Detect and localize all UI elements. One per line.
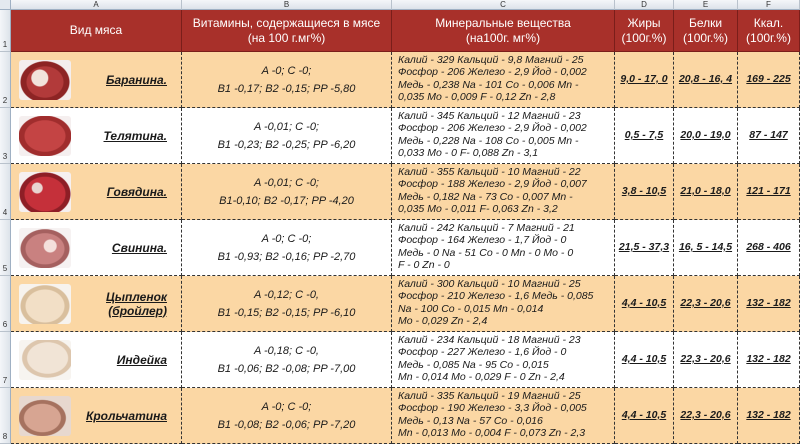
- cell-minerals-5[interactable]: [392, 276, 615, 332]
- minerals-line: Калий - 345 Кальций - 12 Магний - 23: [398, 110, 581, 122]
- header-fat-unit: (100г.%): [621, 30, 667, 45]
- kcal-value: 268 - 406: [746, 241, 791, 253]
- header-kcal-unit: (100г.%): [746, 30, 791, 45]
- minerals-line: Медь - 0,085 Na - 95 Co - 0,015: [398, 358, 549, 371]
- cell-kcal-5[interactable]: [738, 276, 800, 332]
- fat-value: 4,4 - 10,5: [621, 353, 667, 365]
- cell-vitamins-5[interactable]: [182, 276, 392, 332]
- minerals-line: Фосфор - 206 Железо - 2,9 Йод - 0,002: [398, 122, 587, 135]
- protein-value: 22,3 - 20,6: [680, 353, 731, 365]
- minerals-line: Фосфор - 206 Железо - 2,9 Йод - 0,002: [398, 66, 587, 79]
- cell-vitamins-4[interactable]: [182, 220, 392, 276]
- cell-minerals-7[interactable]: [392, 388, 615, 444]
- cell-kcal-2[interactable]: [738, 108, 800, 164]
- cell-minerals-2[interactable]: [392, 108, 615, 164]
- cell-meat-2[interactable]: [11, 108, 182, 164]
- header-vitamins-title: Витамины, содержащиеся в мясе: [192, 15, 381, 30]
- vitamins-line: B1 -0,06; B2 -0,08; PP -7,00: [217, 362, 356, 375]
- fat-value: 3,8 - 10,5: [621, 185, 667, 197]
- minerals-line: Медь - 0,13 Na - 57 Co - 0,016: [398, 414, 543, 427]
- row-header-8[interactable]: 8: [0, 388, 11, 444]
- vitamins-line: A -0; C -0;: [261, 64, 312, 77]
- row-header-1[interactable]: 1: [0, 10, 11, 52]
- row-header-5[interactable]: 5: [0, 220, 11, 276]
- vitamins-line: A -0; C -0;: [261, 400, 312, 413]
- minerals-line: Mn - 0,013 Mo - 0,004 F - 0,073 Zn - 2,3: [398, 427, 586, 440]
- header-fat-title: Жиры: [627, 15, 661, 30]
- header-minerals-title: Минеральные вещества: [435, 15, 571, 30]
- vitamins-line: A -0,01; C -0;: [253, 120, 319, 133]
- vitamins-line: B1 -0,08; B2 -0,06; PP -7,20: [217, 418, 356, 431]
- header-protein-unit: (100г.%): [683, 30, 728, 45]
- cell-fat-3[interactable]: [615, 164, 674, 220]
- meat-name: Свинина.: [111, 240, 167, 255]
- minerals-line: Калий - 335 Кальций - 19 Магний - 25: [398, 390, 581, 402]
- minerals-line: Калий - 300 Кальций - 10 Магний - 25: [398, 278, 581, 290]
- minerals-line: Калий - 355 Кальций - 10 Магний - 22: [398, 166, 581, 178]
- header-vitamins-unit: (на 100 г.мг%): [247, 30, 326, 45]
- meat-name: Индейка: [116, 352, 167, 367]
- row-header-7[interactable]: 7: [0, 332, 11, 388]
- minerals-line: Фосфор - 188 Железо - 2,9 Йод - 0,007: [398, 178, 587, 191]
- minerals-line: F - 0 Zn - 0: [398, 259, 450, 272]
- cell-vitamins-2[interactable]: [182, 108, 392, 164]
- cell-fat-2[interactable]: [615, 108, 674, 164]
- cell-kcal-6[interactable]: [738, 332, 800, 388]
- cell-minerals-1[interactable]: [392, 52, 615, 108]
- row-header-3[interactable]: 3: [0, 108, 11, 164]
- column-header-a[interactable]: A: [11, 0, 182, 10]
- minerals-line: Медь - 0,238 Na - 101 Co - 0,006 Mn -: [398, 78, 579, 91]
- minerals-line: Фосфор - 190 Железо - 3,3 Йод - 0,005: [398, 402, 587, 415]
- pork-meat-image: [19, 228, 71, 268]
- cell-protein-2[interactable]: [674, 108, 738, 164]
- minerals-line: 0,033 Mo - 0 F- 0,088 Zn - 3,1: [398, 147, 539, 160]
- header-vitamins[interactable]: [182, 10, 392, 52]
- header-minerals-unit: (на100г. мг%): [465, 30, 541, 45]
- kcal-value: 87 - 147: [749, 129, 788, 141]
- vitamins-line: A -0,12; C -0,: [253, 288, 319, 301]
- minerals-line: Фосфор - 210 Железо - 1,6 Медь - 0,085: [398, 290, 594, 303]
- minerals-line: 0,035 Mo - 0,011 F- 0,063 Zn - 3,2: [398, 203, 558, 216]
- cell-meat-1[interactable]: [11, 52, 182, 108]
- cell-protein-5[interactable]: [674, 276, 738, 332]
- cell-fat-5[interactable]: [615, 276, 674, 332]
- cell-meat-3[interactable]: [11, 164, 182, 220]
- cell-minerals-3[interactable]: [392, 164, 615, 220]
- column-header-b[interactable]: B: [182, 0, 392, 10]
- minerals-line: Калий - 329 Кальций - 9,8 Магний - 25: [398, 54, 584, 66]
- meat-name: Крольчатина: [85, 408, 167, 423]
- meat-name: Говядина.: [106, 184, 167, 199]
- cell-kcal-4[interactable]: [738, 220, 800, 276]
- minerals-line: 0,035 Mo - 0,009 F - 0,12 Zn - 2,8: [398, 91, 556, 104]
- kcal-value: 121 - 171: [746, 185, 791, 197]
- cell-protein-6[interactable]: [674, 332, 738, 388]
- minerals-line: Фосфор - 164 Железо - 1,7 Йод - 0: [398, 234, 567, 247]
- cell-fat-4[interactable]: [615, 220, 674, 276]
- protein-value: 22,3 - 20,6: [680, 297, 731, 309]
- cell-minerals-6[interactable]: [392, 332, 615, 388]
- minerals-line: Медь - 0 Na - 51 Co - 0 Mn - 0 Mo - 0: [398, 246, 574, 259]
- cell-kcal-1[interactable]: [738, 52, 800, 108]
- lamb-meat-image: [19, 60, 71, 100]
- kcal-value: 169 - 225: [746, 73, 791, 85]
- column-header-c[interactable]: C: [392, 0, 615, 10]
- minerals-line: Калий - 242 Кальций - 7 Магний - 21: [398, 222, 575, 234]
- cell-protein-4[interactable]: [674, 220, 738, 276]
- cell-meat-7[interactable]: [11, 388, 182, 444]
- cell-kcal-3[interactable]: [738, 164, 800, 220]
- minerals-line: Mn - 0,014 Mo - 0,029 F - 0 Zn - 2,4: [398, 371, 565, 384]
- minerals-line: Медь - 0,182 Na - 73 Co - 0,007 Mn -: [398, 190, 573, 203]
- header-meat-type[interactable]: [11, 10, 182, 52]
- meat-name: Телятина.: [103, 128, 167, 143]
- header-minerals[interactable]: [392, 10, 615, 52]
- header-fat[interactable]: [615, 10, 674, 52]
- protein-value: 20,0 - 19,0: [680, 129, 731, 141]
- beef-meat-image: [19, 172, 71, 212]
- minerals-line: Mo - 0,029 Zn - 2,4: [398, 315, 488, 328]
- vitamins-line: B1 -0,15; B2 -0,15; PP -6,10: [217, 306, 356, 319]
- kcal-value: 132 - 182: [746, 409, 791, 421]
- protein-value: 20,8 - 16, 4: [678, 73, 733, 85]
- cell-kcal-7[interactable]: [738, 388, 800, 444]
- header-kcal[interactable]: [738, 10, 800, 52]
- minerals-line: Медь - 0,228 Na - 108 Co - 0,005 Mn -: [398, 134, 579, 147]
- fat-value: 21,5 - 37,3: [618, 241, 670, 253]
- veal-meat-image: [19, 116, 71, 156]
- vitamins-line: B1 -0,23; B2 -0,25; PP -6,20: [217, 138, 356, 151]
- cell-vitamins-3[interactable]: [182, 164, 392, 220]
- chicken-meat-image: [19, 284, 71, 324]
- cell-fat-1[interactable]: [615, 52, 674, 108]
- select-all-corner[interactable]: [0, 0, 11, 10]
- kcal-value: 132 - 182: [746, 297, 791, 309]
- cell-meat-5[interactable]: [11, 276, 182, 332]
- meat-name: Цыпленок (бройлер): [106, 289, 167, 318]
- turkey-meat-image: [19, 340, 71, 380]
- rabbit-meat-image: [19, 396, 71, 436]
- minerals-line: Калий - 234 Кальций - 18 Магний - 23: [398, 334, 581, 346]
- fat-value: 0,5 - 7,5: [624, 129, 664, 141]
- cell-protein-1[interactable]: [674, 52, 738, 108]
- row-header-4[interactable]: 4: [0, 164, 11, 220]
- cell-meat-4[interactable]: [11, 220, 182, 276]
- fat-value: 9,0 - 17, 0: [620, 73, 668, 85]
- cell-protein-3[interactable]: [674, 164, 738, 220]
- cell-protein-7[interactable]: [674, 388, 738, 444]
- cell-meat-6[interactable]: [11, 332, 182, 388]
- header-meat-type-label: Вид мяса: [69, 23, 123, 37]
- vitamins-line: A -0,18; C -0,: [253, 344, 319, 357]
- header-kcal-title: Ккал.: [753, 15, 784, 30]
- vitamins-line: A -0,01; C -0;: [253, 176, 319, 189]
- column-header-f[interactable]: F: [738, 0, 800, 10]
- protein-value: 16, 5 - 14,5: [678, 241, 733, 253]
- column-header-e[interactable]: E: [674, 0, 738, 10]
- row-header-6[interactable]: 6: [0, 276, 11, 332]
- header-protein[interactable]: [674, 10, 738, 52]
- vitamins-line: B1 -0,93; B2 -0,16; PP -2,70: [217, 250, 356, 263]
- cell-fat-6[interactable]: [615, 332, 674, 388]
- cell-fat-7[interactable]: [615, 388, 674, 444]
- protein-value: 21,0 - 18,0: [680, 185, 731, 197]
- fat-value: 4,4 - 10,5: [621, 409, 667, 421]
- minerals-line: Фосфор - 227 Железо - 1,6 Йод - 0: [398, 346, 567, 359]
- meat-name: Баранина.: [105, 72, 167, 87]
- cell-vitamins-1[interactable]: [182, 52, 392, 108]
- minerals-line: Na - 100 Co - 0,015 Mn - 0,014: [398, 302, 544, 315]
- vitamins-line: B1-0,10; B2 -0,17; PP -4,20: [219, 194, 354, 207]
- kcal-value: 132 - 182: [746, 353, 791, 365]
- protein-value: 22,3 - 20,6: [680, 409, 731, 421]
- fat-value: 4,4 - 10,5: [621, 297, 667, 309]
- column-header-d[interactable]: D: [615, 0, 674, 10]
- vitamins-line: B1 -0,17; B2 -0,15; PP -5,80: [217, 82, 356, 95]
- cell-minerals-4[interactable]: [392, 220, 615, 276]
- cell-vitamins-6[interactable]: [182, 332, 392, 388]
- row-header-2[interactable]: 2: [0, 52, 11, 108]
- vitamins-line: A -0; C -0;: [261, 232, 312, 245]
- header-protein-title: Белки: [688, 15, 723, 30]
- cell-vitamins-7[interactable]: [182, 388, 392, 444]
